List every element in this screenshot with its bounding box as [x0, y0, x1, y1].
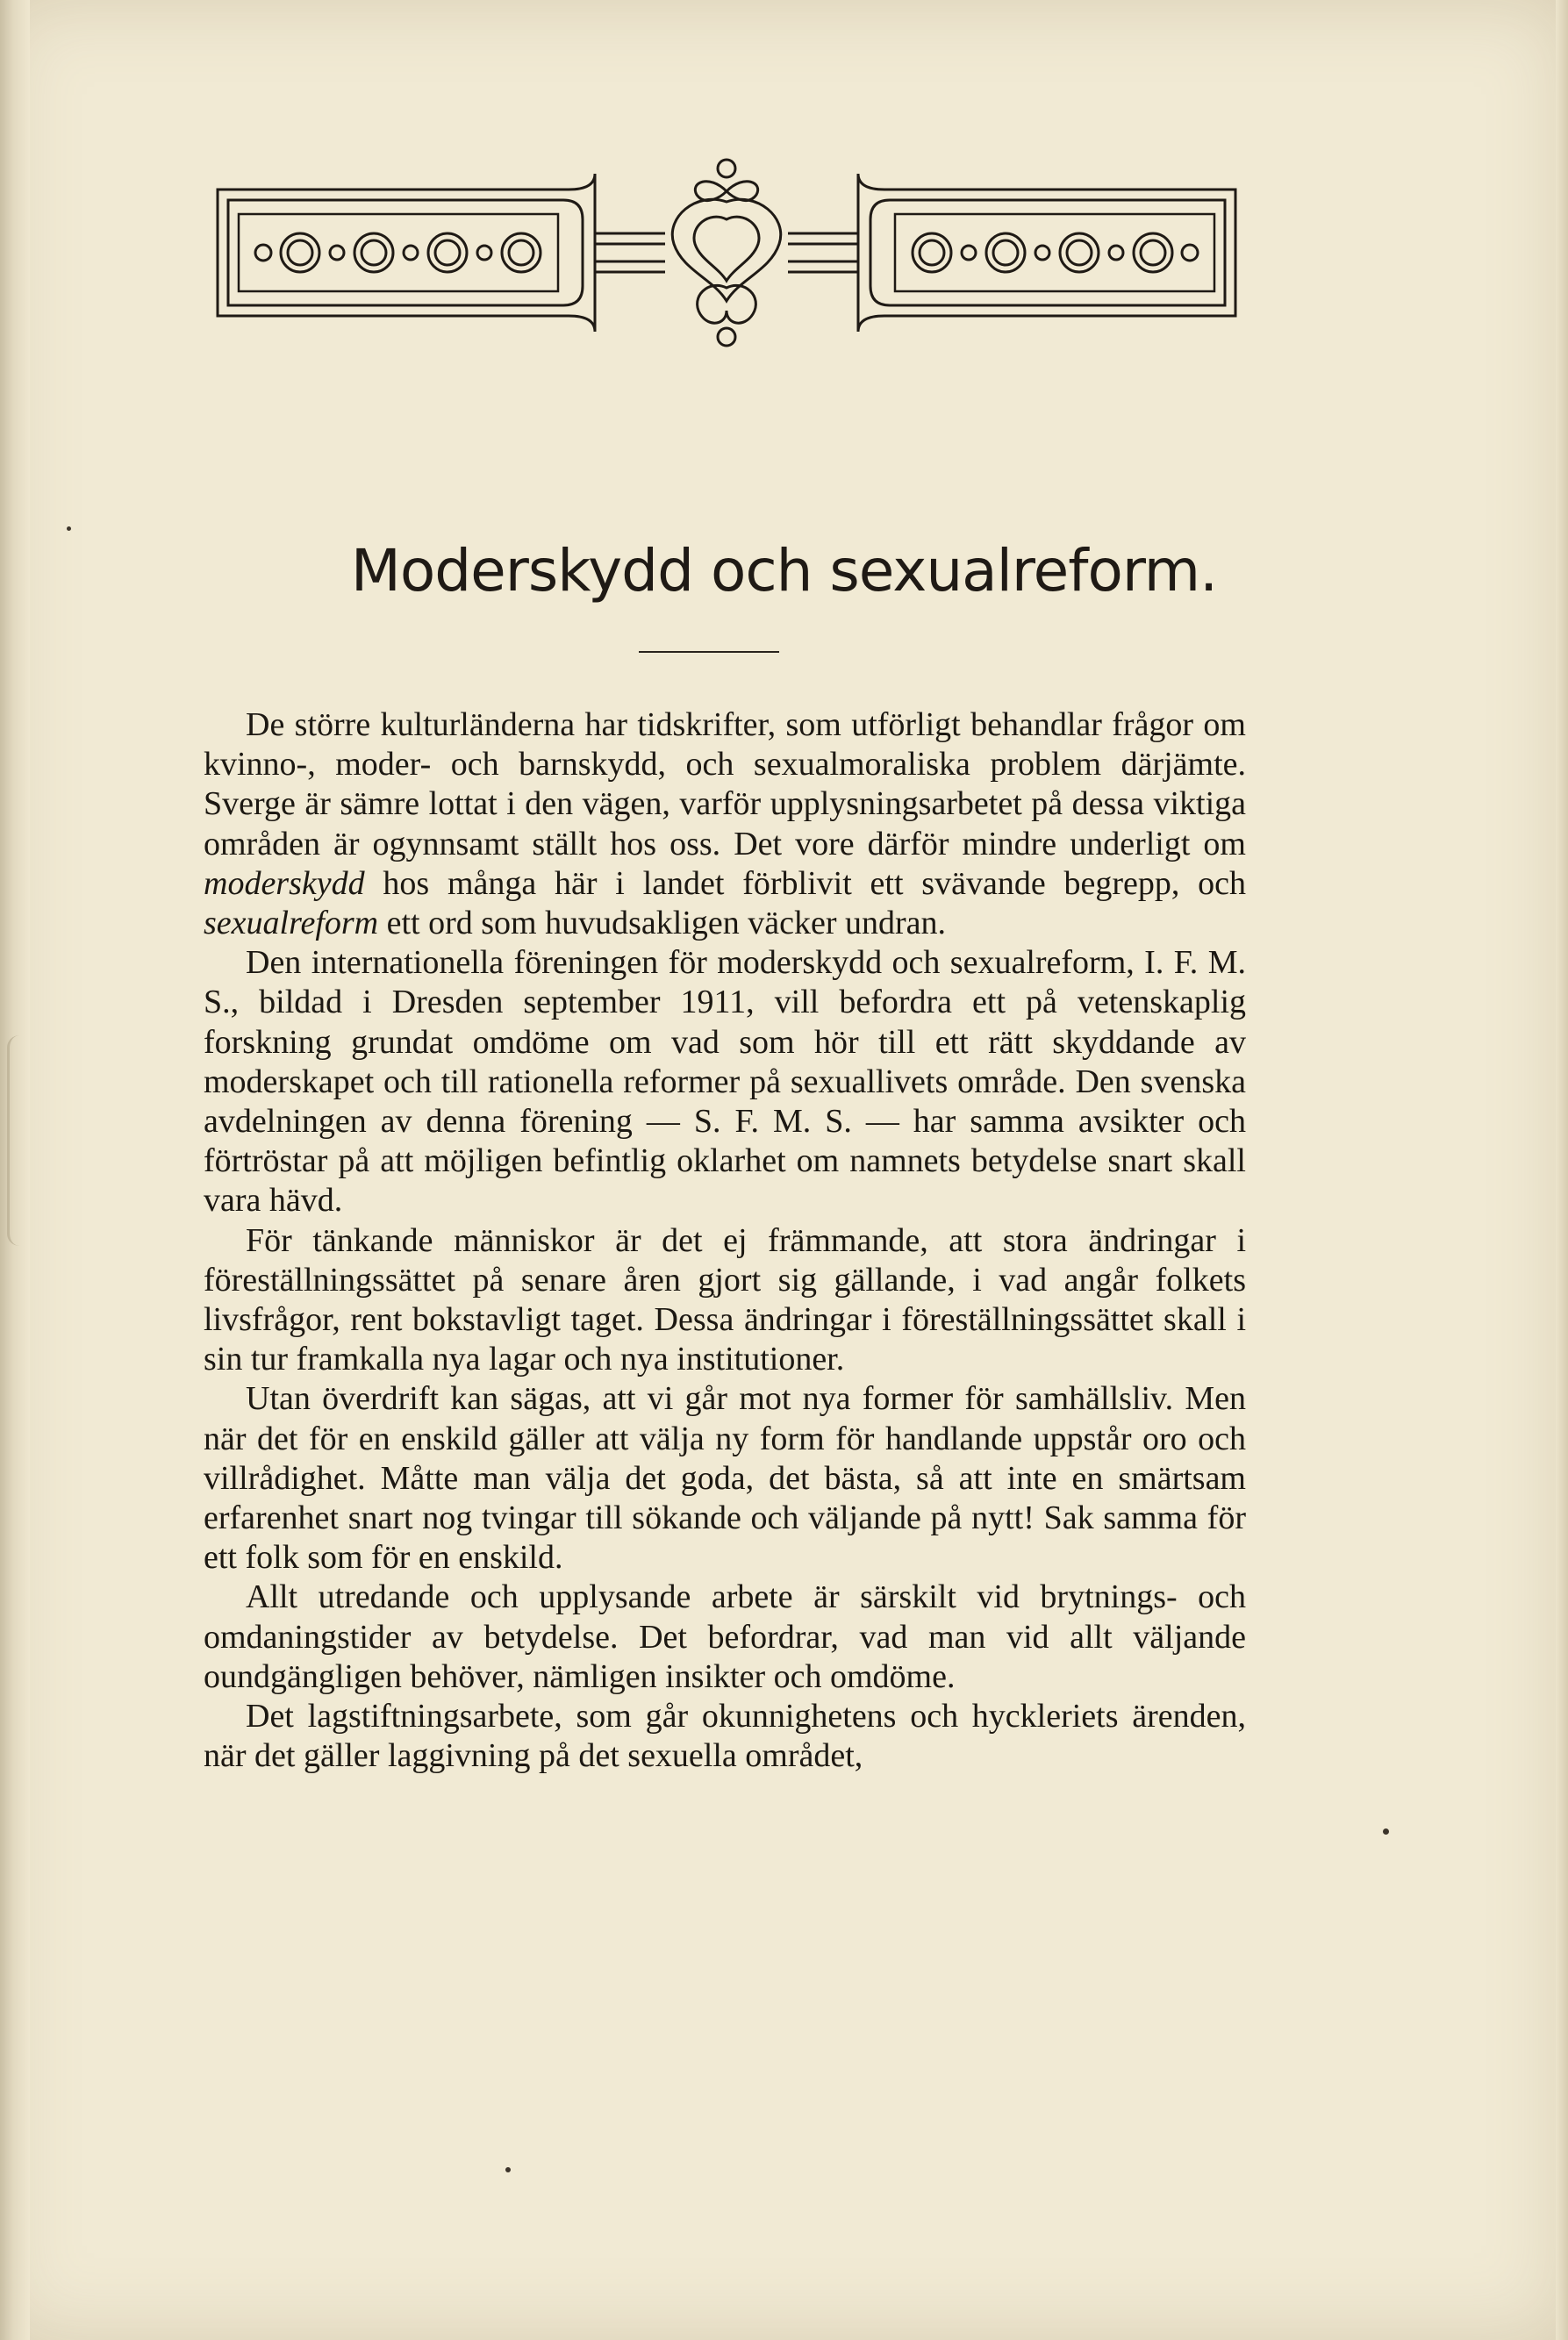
paragraph-text: hos många här i landet förblivit ett svävande begrepp, och — [364, 864, 1246, 902]
speck — [1383, 1828, 1389, 1835]
speck — [505, 2167, 511, 2172]
paragraph-text: Allt utredande och upplysande arbete är särskilt vid brytnings- och omdaningstider av betydelse. Det befordrar, vad man vid allt väljande oundgängligen behöver, nämligen insikter och omdöme. — [204, 1578, 1246, 1695]
speck — [67, 526, 71, 531]
paragraph — [204, 1379, 1246, 1578]
binding-stitch — [7, 1035, 32, 1246]
emphasized-term: sexualreform — [204, 905, 379, 942]
paragraph-text: De större kulturländerna har tidskrifter, som utförligt behandlar frågor om kvinno-, moder- och barnskydd, och sexualmoraliska problem därjämte. Sverge är sämre lottat i den vägen, varför upplysningsarbetet på dessa viktiga områden är ogynnsamt ställt hos oss. Det vore därför mindre underligt om — [204, 706, 1246, 862]
page-edge — [1556, 0, 1568, 2340]
article-body — [204, 705, 1246, 1776]
title-divider — [639, 651, 779, 653]
paragraph-text: ett ord som huvudsakligen väcker undran. — [378, 905, 947, 942]
paragraph — [204, 1578, 1246, 1697]
paragraph-text: Utan överdrift kan sägas, att vi går mot nya former för samhällsliv. Men när det för en enskild gäller att välja ny form för handlande uppstår oro och villrådighet. Måtte man välja det goda, det bästa, så att inte en smärtsam erfarenhet snart nog tvingar till sökande och väljande på nytt! Sak samma för ett folk som för en enskild. — [204, 1380, 1246, 1577]
paragraph-text: För tänkande människor är det ej främmande, att stora ändringar i föreställningssättet på senare åren gjort sig gällande, i vad angår folkets livsfrågor, rent bokstavligt taget. Dessa ändringar i föreställningssättet skall i sin tur framkalla nya lagar och nya institutioner. — [204, 1221, 1246, 1378]
paragraph — [204, 705, 1246, 943]
paragraph — [204, 1221, 1246, 1380]
paragraph — [204, 1697, 1246, 1776]
paragraph-text: Det lagstiftningsarbete, som går okunnighetens och hyckleriets ärenden, när det gäller laggivning på det sexuella området, — [204, 1698, 1246, 1775]
article-title: Moderskydd och sexualreform. — [350, 537, 1218, 605]
ornamental-header-icon — [209, 156, 1244, 349]
paragraph — [204, 943, 1246, 1220]
paragraph-text: Den internationella föreningen för moderskydd och sexualreform, I. F. M. S., bildad i Dresden september 1911, vill befordra ett på vetenskaplig forskning grundat omdöme om vad som hör till ett rätt skyddande av moderskapet och till rationella reformer på sexuallivets område. Den svenska avdelningen av denna förening — S. F. M. S. — har samma avsikter och förtröstar på att möjligen befintlig oklarhet om namnets betydelse snart skall vara hävd. — [204, 944, 1246, 1220]
emphasized-term: moderskydd — [204, 864, 365, 902]
